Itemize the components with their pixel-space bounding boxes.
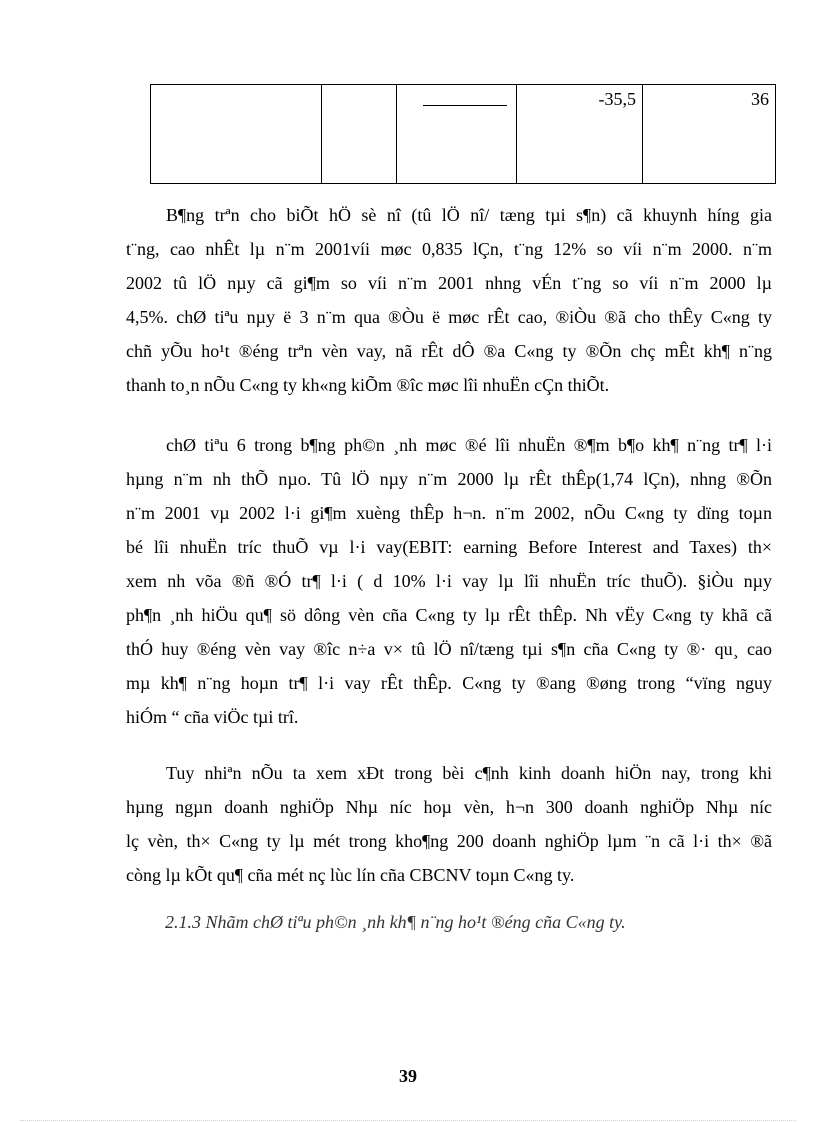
text-line: t¨ng, cao nhÊt lµ n¨m 2001víi møc 0,835 lÇn, t¨ng 12% so víi n¨m 2000. n¨m (126, 239, 772, 259)
text-line: bé lîi nhuËn tríc thuÕ vµ l·i vay(EBIT: earning Before Interest and Taxes) th× (126, 537, 772, 557)
section-heading: 2.1.3 Nhãm chØ tiªu ph©n ¸nh kh¶ n¨ng ho¹t ®éng cña C«ng ty. (165, 912, 626, 932)
text-line: lç vèn, th× C«ng ty lµ mét trong kho¶ng 200 doanh nghiÖp lµm ¨n cã l·i th× ®ã (126, 831, 772, 851)
text-line: n¨m 2001 vµ 2002 l·i gi¶m xuèng thÊp h¬n. n¨m 2002, nÕu C«ng ty dïng toµn (126, 503, 772, 523)
text-line: hµng n¨m nh thÕ nµo. Tû lÖ nµy n¨m 2000 lµ rÊt thÊp(1,74 lÇn), nhng ®Õn (126, 469, 772, 489)
table-cell (517, 85, 643, 184)
text-line: xem nh võa ®ñ ®Ó tr¶ l·i ( d 10% l·i vay lµ lîi nhuËn tríc thuÕ). §iÒu nµy (126, 571, 772, 591)
text-line: hµng ngµn doanh nghiÖp Nhµ níc hoµ vèn, h¬n 300 doanh nghiÖp Nhµ níc (126, 797, 772, 817)
text-line: ph¶n ¸nh hiÖu qu¶ sö dông vèn cña C«ng ty lµ rÊt thÊp. Nh vËy C«ng ty khã cã (126, 605, 772, 625)
text-line: mµ kh¶ n¨ng hoµn tr¶ l·i vay rÊt thÊp. C«ng ty ®ang ®øng trong “vïng nguy (126, 673, 772, 693)
cell-value: -35,5 (598, 89, 636, 109)
cell-value: 36 (751, 89, 769, 109)
text-line: thanh to¸n nÕu C«ng ty kh«ng kiÕm ®îc møc lîi nhuËn cÇn thiÕt. (126, 375, 610, 395)
text-line: thÓ huy ®éng vèn vay ®îc n÷a v× tû lÖ nî/tæng tµi s¶n cña C«ng ty ®· qu¸ cao (126, 639, 772, 659)
paragraph-context (126, 756, 772, 892)
table-cell (151, 85, 322, 184)
table-cell (397, 85, 517, 184)
text-line: chñ yÕu ho¹t ®éng trªn vèn vay, nã rÊt dÔ ®a C«ng ty ®Õn chç mÊt kh¶ n¨ng (126, 341, 772, 361)
text-line: B¶ng trªn cho biÕt hÖ sè nî (tû lÖ nî/ tæng tµi s¶n) cã khuynh híng gia (166, 205, 772, 225)
footer-divider (20, 1120, 796, 1121)
text-line: chØ tiªu 6 trong b¶ng ph©n ¸nh møc ®é lîi nhuËn ®¶m b¶o kh¶ n¨ng tr¶ l·i (166, 435, 772, 455)
paragraph-debt-ratio (126, 198, 772, 402)
table-cell (643, 85, 776, 184)
text-line: 2002 tû lÖ nµy cã gi¶m so víi n¨m 2001 nhng vÉn t¨ng so víi n¨m 2000 lµ (126, 273, 772, 293)
table-cell (322, 85, 397, 184)
text-line: còng lµ kÕt qu¶ cña mét nç lùc lín cña CBCNV toµn C«ng ty. (126, 865, 575, 885)
table-row (151, 85, 776, 184)
text-line: Tuy nhiªn nÕu ta xem xÐt trong bèi c¶nh kinh doanh hiÖn nay, trong khi (166, 763, 772, 783)
blank-line (423, 105, 507, 106)
text-line: hiÓm “ cña viÖc tµi trî. (126, 707, 299, 727)
data-table (150, 84, 776, 184)
paragraph-interest-coverage (126, 428, 772, 734)
text-line: 4,5%. chØ tiªu nµy ë 3 n¨m qua ®Òu ë møc rÊt cao, ®iÒu ®ã cho thÊy C«ng ty (126, 307, 772, 327)
page-number: 39 (399, 1066, 417, 1086)
